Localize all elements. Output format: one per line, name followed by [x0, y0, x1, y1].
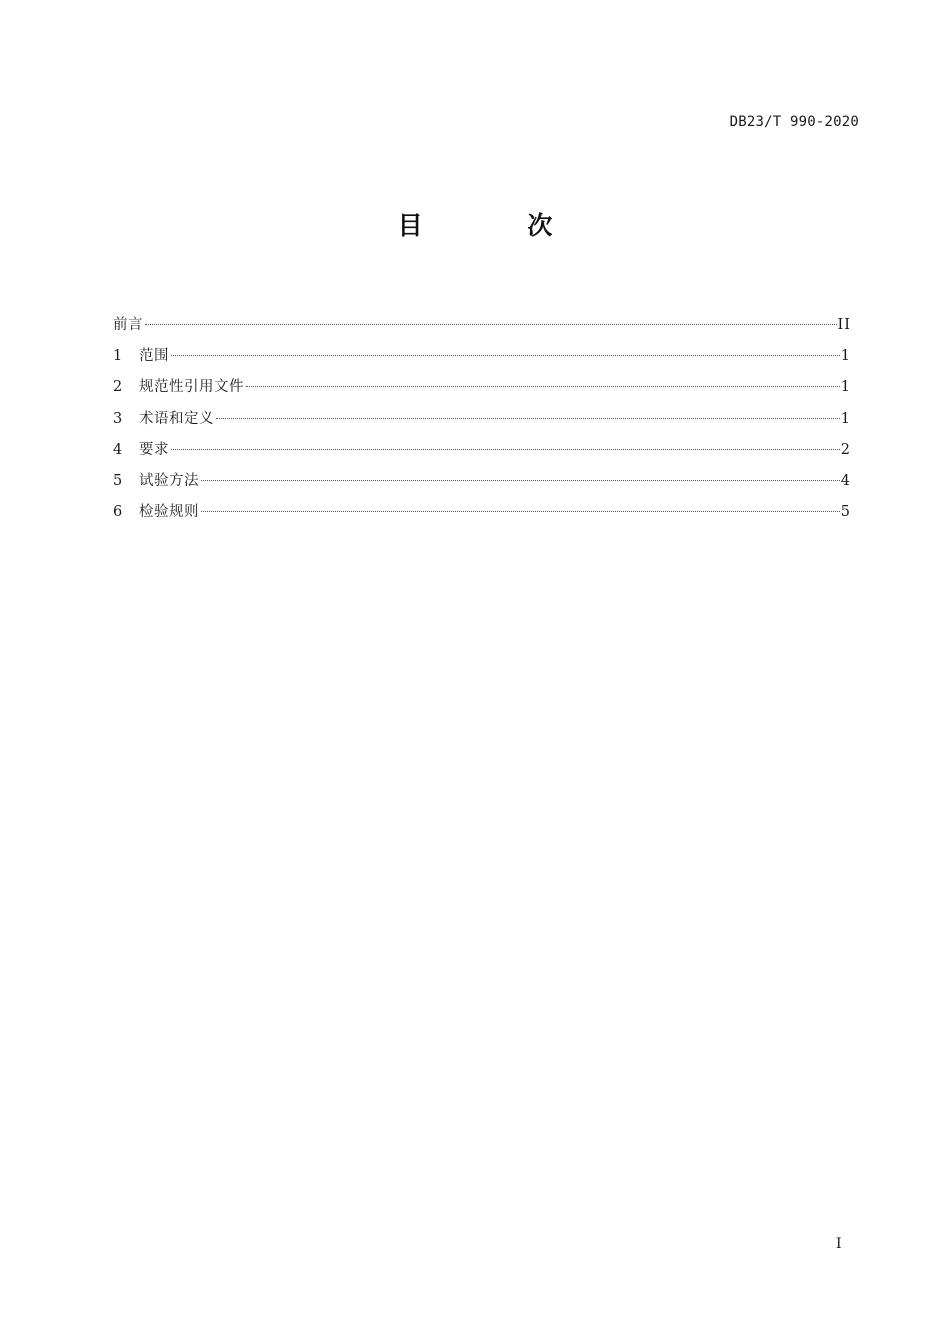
toc-entry-number: 5	[113, 472, 123, 489]
toc-entry-number: 3	[113, 410, 123, 427]
toc-entry-page: 2	[840, 441, 851, 458]
toc-entry-page: 5	[840, 504, 851, 521]
toc-entry-page: 1	[840, 348, 851, 365]
toc-entry-terms-definitions[interactable]	[113, 408, 851, 439]
toc-entry-number: 1	[113, 348, 123, 365]
toc-entry-label: 前言	[113, 317, 143, 333]
toc-entry-test-methods[interactable]	[113, 470, 851, 501]
toc-entry-scope[interactable]	[113, 345, 851, 376]
document-code: DB23/T 990-2020	[729, 114, 859, 130]
toc-entry-foreword[interactable]	[113, 314, 851, 345]
toc-entry-page: II	[837, 317, 851, 333]
toc-dot-leader	[171, 355, 840, 356]
toc-entry-number: 6	[113, 504, 123, 521]
toc-entry-number: 4	[113, 441, 123, 458]
toc-entry-inspection-rules[interactable]	[113, 501, 851, 532]
toc-entry-number: 2	[113, 379, 123, 396]
toc-entry-page: 1	[840, 410, 851, 427]
toc-dot-leader	[201, 480, 840, 481]
toc-entry-requirements[interactable]	[113, 439, 851, 470]
toc-entry-label: 试验方法	[139, 472, 199, 489]
toc-entry-label: 检验规则	[139, 504, 199, 521]
table-of-contents	[113, 314, 851, 532]
toc-dot-leader	[216, 418, 840, 419]
toc-dot-leader	[171, 449, 840, 450]
toc-entry-label: 规范性引用文件	[139, 379, 244, 396]
toc-entry-normative-references[interactable]	[113, 376, 851, 407]
toc-entry-page: 4	[840, 472, 851, 489]
toc-entry-label: 要求	[139, 441, 169, 458]
toc-entry-page: 1	[840, 379, 851, 396]
toc-entry-label: 术语和定义	[139, 410, 214, 427]
toc-dot-leader	[145, 324, 837, 325]
page-number: I	[836, 1236, 842, 1252]
toc-entry-label: 范围	[139, 348, 169, 365]
toc-title: 目 次	[397, 211, 601, 240]
toc-dot-leader	[246, 386, 840, 387]
toc-dot-leader	[201, 511, 840, 512]
